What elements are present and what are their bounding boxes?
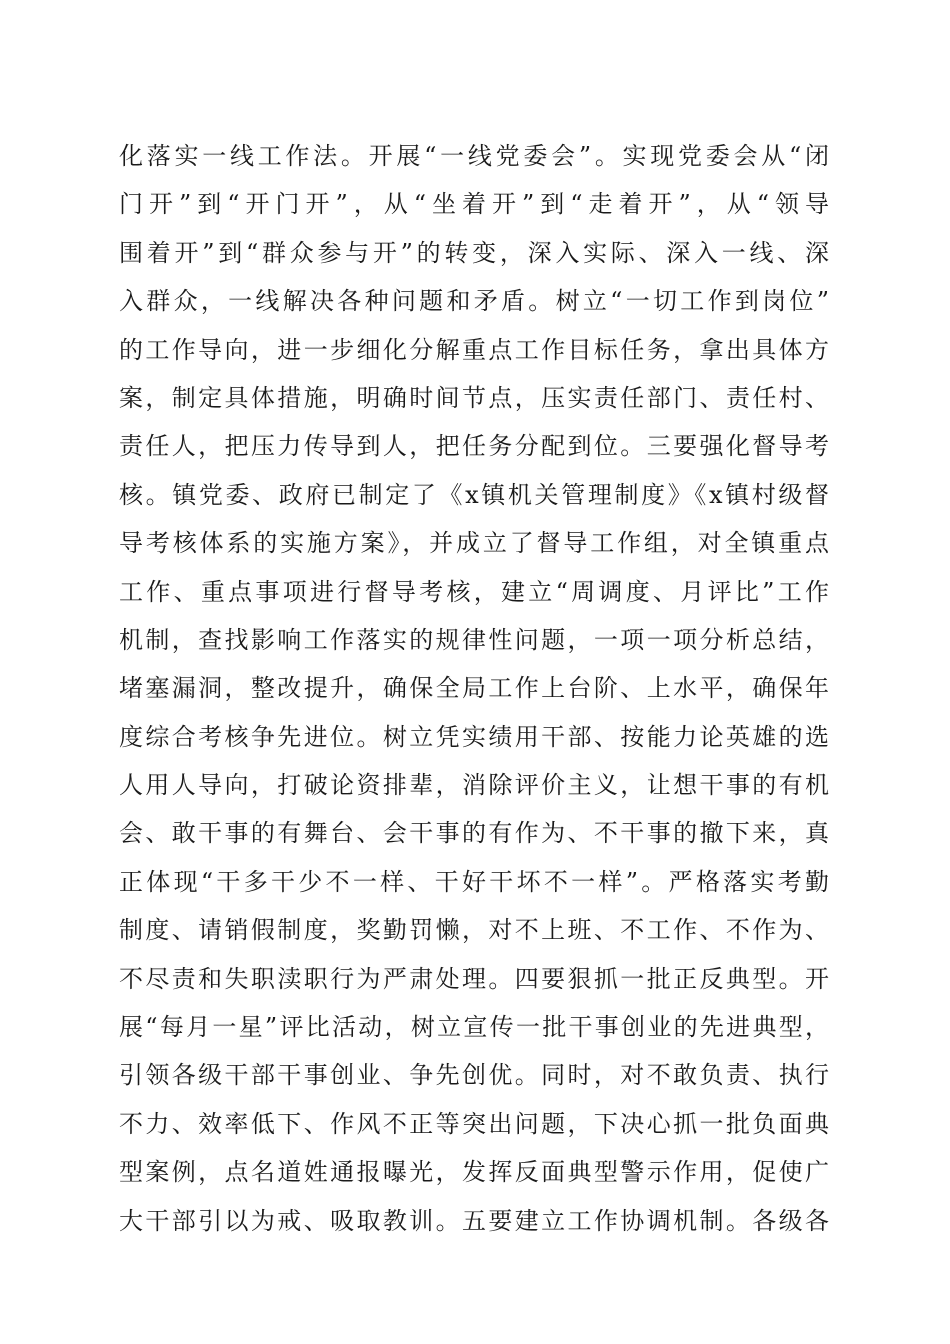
text-line: 责任人，把压力传导到人，把任务分配到位。三要强化督导考: [119, 432, 831, 461]
text-line: 不力、效率低下、作风不正等突出问题，下决心抓一批负面典: [119, 1109, 831, 1138]
text-line: 化落实一线工作法。开展“一线党委会”。实现党委会从“闭: [119, 142, 831, 170]
text-line: 人用人导向，打破论资排辈，消除评价主义，让想干事的有机: [119, 771, 831, 800]
text-line: 入群众，一线解决各种问题和矛盾。树立“一切工作到岗位”: [119, 287, 831, 316]
text-line: 正体现“干多干少不一样、干好干坏不一样”。严格落实考勤: [119, 867, 831, 896]
body-text: [119, 132, 831, 1245]
text-line: 门开”到“开门开”，从“坐着开”到“走着开”，从“领导: [119, 190, 831, 219]
text-line: 工作、重点事项进行督导考核，建立“周调度、月评比”工作: [119, 577, 831, 606]
text-line: 引领各级干部干事创业、争先创优。同时，对不敢负责、执行: [119, 1061, 831, 1090]
text-line: 的工作导向，进一步细化分解重点工作目标任务，拿出具体方: [119, 335, 831, 364]
text-line: 型案例，点名道姓通报曝光，发挥反面典型警示作用，促使广: [119, 1158, 831, 1187]
text-line: 机制，查找影响工作落实的规律性问题，一项一项分析总结，: [119, 625, 831, 654]
text-line: 导考核体系的实施方案》，并成立了督导工作组，对全镇重点: [119, 529, 831, 558]
text-line: 会、敢干事的有舞台、会干事的有作为、不干事的撤下来，真: [119, 819, 831, 848]
text-line: 不尽责和失职渎职行为严肃处理。四要狠抓一批正反典型。开: [119, 964, 831, 993]
text-line: 围着开”到“群众参与开”的转变，深入实际、深入一线、深: [119, 238, 831, 267]
text-line: 大干部引以为戒、吸取教训。五要建立工作协调机制。各级各: [119, 1206, 831, 1235]
text-line: 度综合考核争先进位。树立凭实绩用干部、按能力论英雄的选: [119, 722, 831, 751]
text-line: 堵塞漏洞，整改提升，确保全局工作上台阶、上水平，确保年: [119, 674, 831, 703]
text-line: 展“每月一星”评比活动，树立宣传一批干事创业的先进典型，: [119, 1013, 831, 1042]
text-line: 核。镇党委、政府已制定了《x镇机关管理制度》《x镇村级督: [119, 480, 831, 509]
text-line: 案，制定具体措施，明确时间节点，压实责任部门、责任村、: [119, 383, 831, 412]
text-line: 制度、请销假制度，奖勤罚懒，对不上班、不工作、不作为、: [119, 916, 831, 945]
